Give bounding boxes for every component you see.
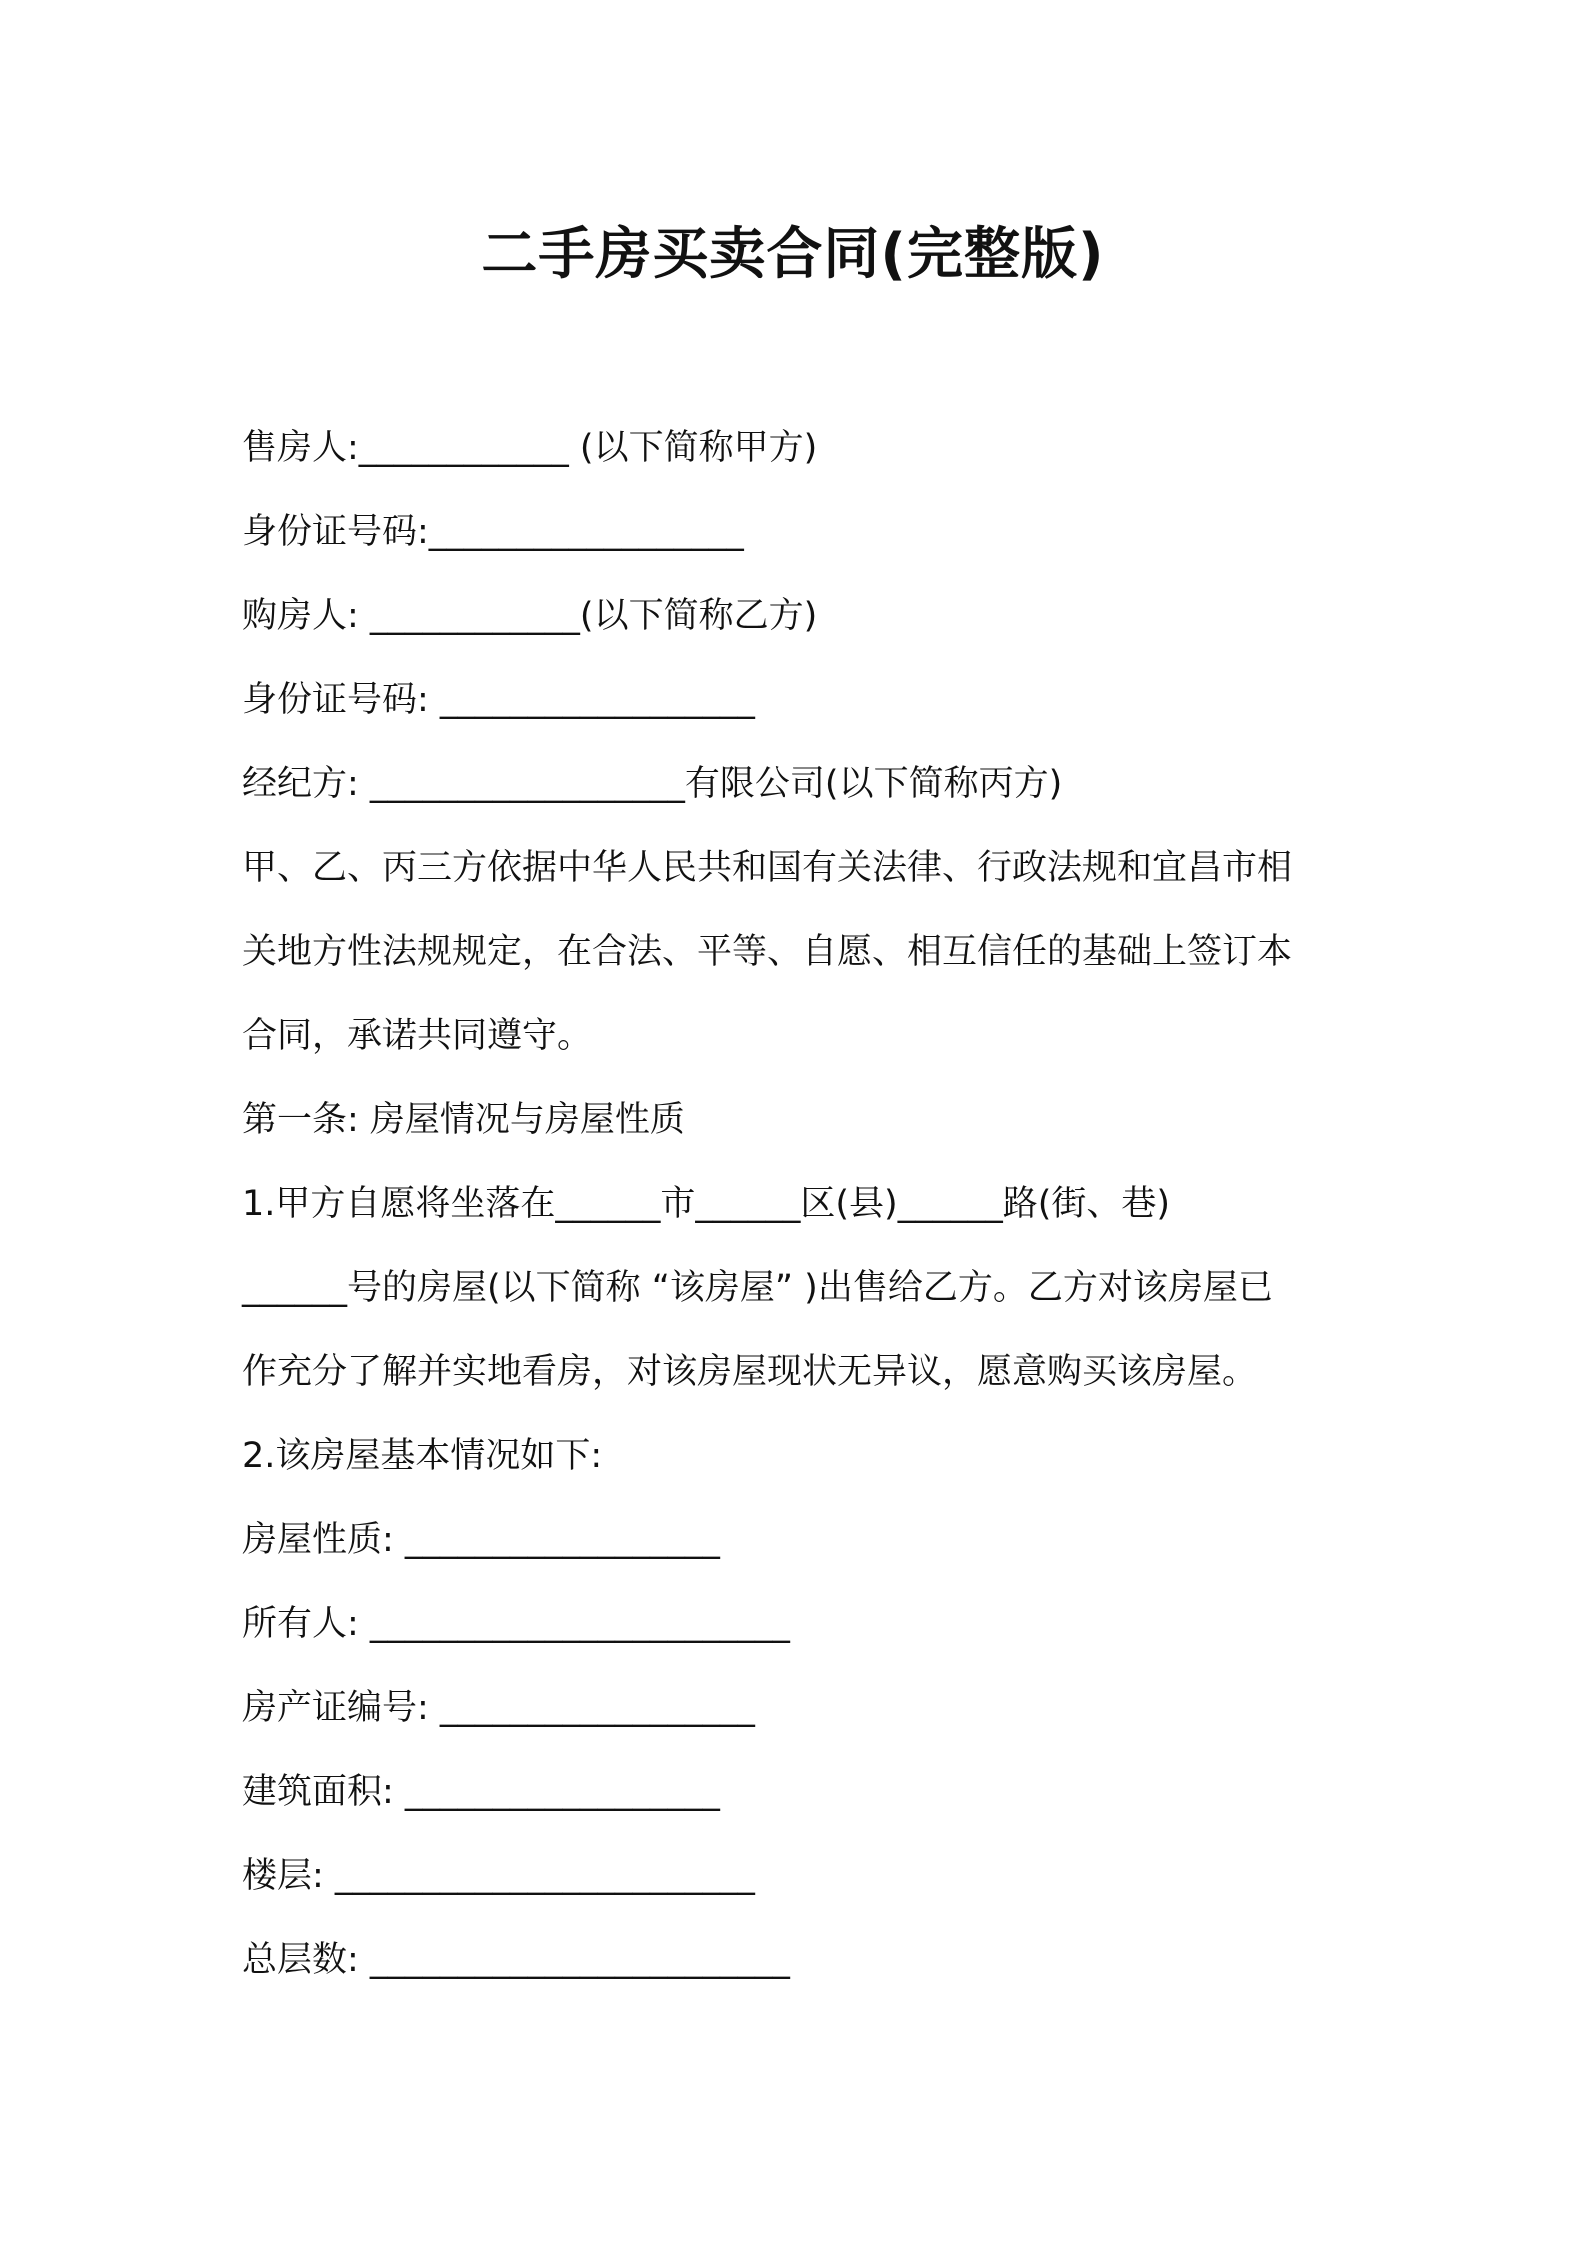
- intro-paragraph-line-3: 合同，承诺共同遵守。: [242, 1016, 593, 1056]
- document-body: [242, 406, 1362, 2002]
- seller-line: 售房人:____________ (以下简称甲方): [242, 428, 818, 468]
- clause-1-line-2: ______号的房屋(以下简称 “该房屋” )出售给乙方。乙方对该房屋已: [242, 1268, 1273, 1308]
- buyer-line: 购房人: ____________(以下简称乙方): [242, 596, 818, 636]
- agent-line: 经纪方: __________________有限公司(以下简称丙方): [242, 764, 1063, 804]
- buyer-id-line: 身份证号码: __________________: [242, 680, 755, 720]
- clause-1-line-1: 1.甲方自愿将坐落在______市______区(县)______路(街、巷): [242, 1184, 1171, 1224]
- intro-paragraph-line-1: 甲、乙、丙三方依据中华人民共和国有关法律、行政法规和宜昌市相: [242, 848, 1293, 888]
- owner-line: 所有人: ________________________: [242, 1604, 790, 1644]
- building-area-line: 建筑面积: __________________: [242, 1772, 720, 1812]
- seller-id-line: 身份证号码:__________________: [242, 512, 744, 552]
- document-title: 二手房买卖合同(完整版): [481, 222, 1105, 287]
- intro-paragraph-line-2: 关地方性法规规定，在合法、平等、自愿、相互信任的基础上签订本: [242, 932, 1293, 972]
- property-nature-line: 房屋性质: __________________: [242, 1520, 720, 1560]
- clause-2-heading: 2.该房屋基本情况如下:: [242, 1436, 603, 1476]
- floor-line: 楼层: ________________________: [242, 1856, 755, 1896]
- certificate-number-line: 房产证编号: __________________: [242, 1688, 755, 1728]
- clause-1-line-3: 作充分了解并实地看房，对该房屋现状无异议，愿意购买该房屋。: [242, 1352, 1258, 1392]
- total-floors-line: 总层数: ________________________: [242, 1940, 790, 1980]
- article-1-heading: 第一条: 房屋情况与房屋性质: [242, 1100, 685, 1140]
